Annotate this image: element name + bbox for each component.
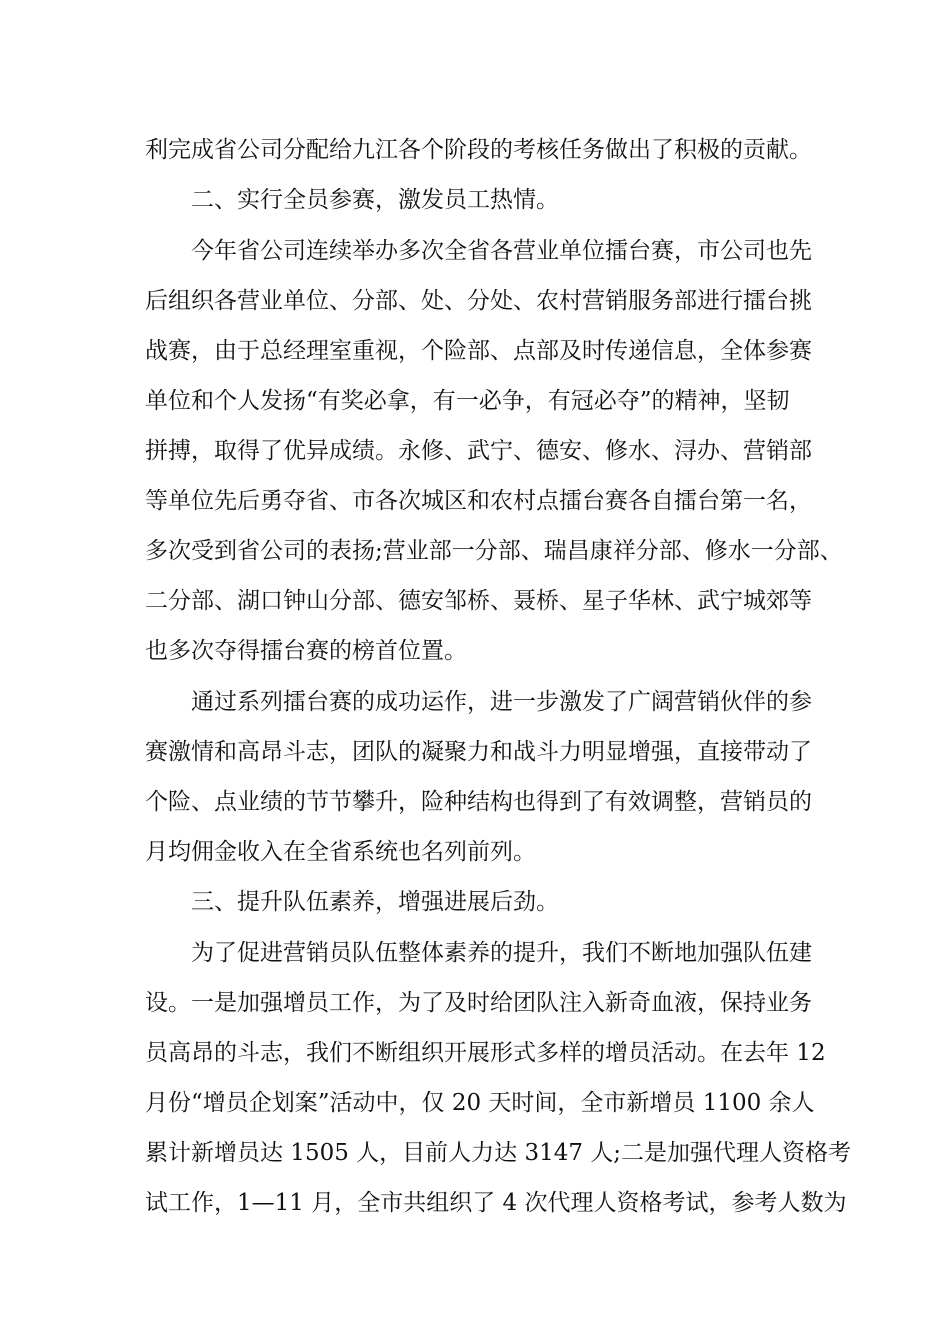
text-line: 为了促进营销员队伍整体素养的提升，我们不断地加强队伍建 [191,940,812,966]
text-line: 等单位先后勇夺省、市各次城区和农村点擂台赛各自擂台第一名， [145,488,812,514]
text-line: 员高昂的斗志，我们不断组织开展形式多样的增员活动。在去年 12 [145,1040,826,1066]
text-line: 多次受到省公司的表扬;营业部一分部、瑞昌康祥分部、修水一分部、 [145,538,843,564]
text-line: 单位和个人发扬“有奖必拿，有一必争，有冠必夺”的精神，坚韧 [145,388,790,414]
text-line: 月份“增员企划案”活动中，仅 20 天时间，全市新增员 1100 余人 [145,1090,815,1116]
section-heading: 二、实行全员参赛，激发员工热情。 [191,187,559,213]
section-heading: 三、提升队伍素养，增强进展后劲。 [191,889,559,915]
text-line: 设。一是加强增员工作，为了及时给团队注入新奇血液，保持业务 [145,990,812,1016]
text-line: 利完成省公司分配给九江各个阶段的考核任务做出了积极的贡献。 [145,137,812,163]
text-line: 今年省公司连续举办多次全省各营业单位擂台赛，市公司也先 [191,238,812,264]
text-line: 试工作，1—11 月，全市共组织了 4 次代理人资格考试，参考人数为 [145,1190,847,1216]
text-line: 通过系列擂台赛的成功运作，进一步激发了广阔营销伙伴的参 [191,689,812,715]
text-line: 赛激情和高昂斗志，团队的凝聚力和战斗力明显增强，直接带动了 [145,739,812,765]
text-line: 二分部、湖口钟山分部、德安邹桥、聂桥、星子华林、武宁城郊等 [145,588,812,614]
text-line: 拼搏，取得了优异成绩。永修、武宁、德安、修水、浔办、营销部 [145,438,812,464]
text-line: 战赛，由于总经理室重视，个险部、点部及时传递信息，全体参赛 [145,338,812,364]
text-line: 月均佣金收入在全省系统也名列前列。 [145,839,536,865]
text-line: 累计新增员达 1505 人，目前人力达 3147 人;二是加强代理人资格考 [145,1140,852,1166]
text-line: 后组织各营业单位、分部、处、分处、农村营销服务部进行擂台挑 [145,288,812,314]
text-line: 也多次夺得擂台赛的榜首位置。 [145,638,467,664]
text-line: 个险、点业绩的节节攀升，险种结构也得到了有效调整，营销员的 [145,789,812,815]
